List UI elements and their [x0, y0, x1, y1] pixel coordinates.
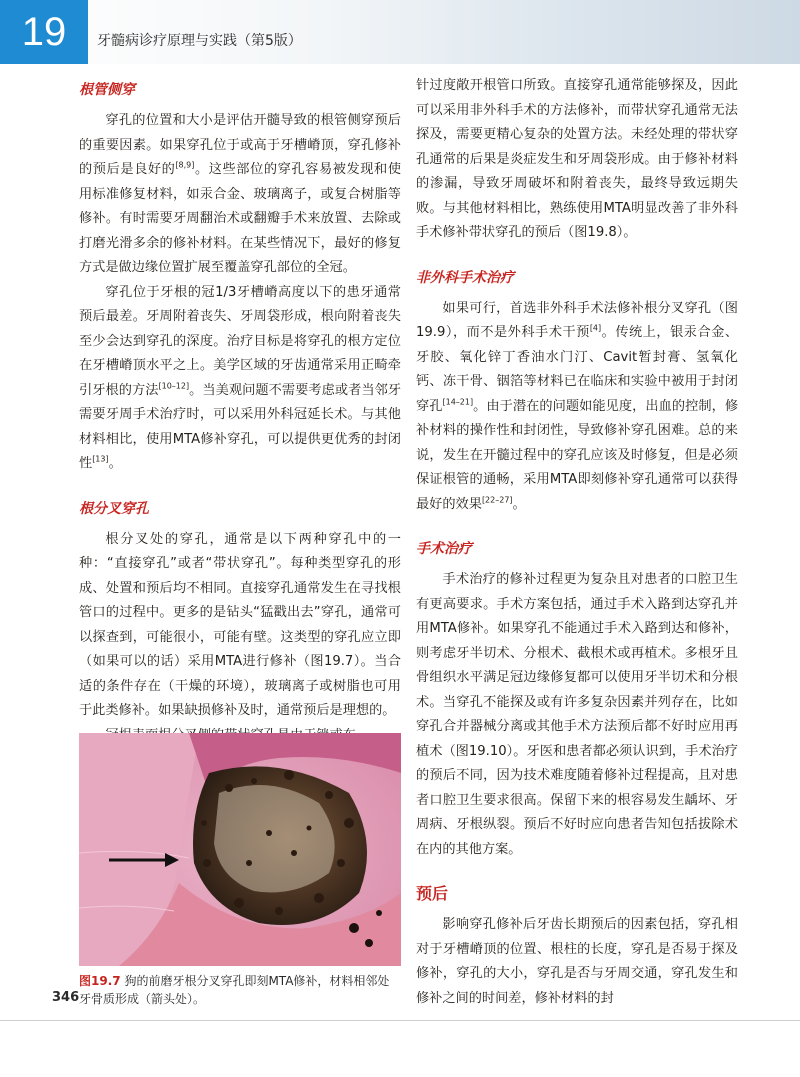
- section-title-surgical-treatment: 手术治疗: [416, 541, 472, 557]
- figure-histology-image: [79, 733, 401, 966]
- paragraph: 根分叉处的穿孔，通常是以下两种穿孔中的一种：“直接穿孔”或者“带状穿孔”。每种类型穿孔的形成、处置和预后均不相同。直接穿孔通常发生在寻找根管口的过程中。更多的是钻头“猛戳出去”穿孔，通常可以探查到，可能很小，可能有壁。这类型的穿孔应立即（如果可以的话）采用MTA进行修补（图19.7）。当合适的条件存在（干燥的环境），玻璃离子或树脂也可用于此类修补。如果缺损修补及时，通常预后是理想的。: [79, 531, 401, 718]
- right-column: [416, 74, 738, 1011]
- paragraph: 影响穿孔修补后牙齿长期预后的因素包括，穿孔相对于牙槽嵴顶的位置、根柱的长度，穿孔是否易于探及修补，穿孔的大小，穿孔是否与牙周交通，穿孔发生和修补之间的时间差，修补材料的封: [416, 917, 738, 1006]
- paragraph: [79, 109, 401, 281]
- figure-caption: [79, 972, 401, 1008]
- text: 。传统上，银汞合金、牙胶、氧化锌丁香油水门汀、Cavit暂封膏、氢氧化钙、冻干骨、铟箔等材料已在临床和实验中被用于封闭穿孔: [416, 325, 739, 414]
- paragraph: 手术治疗的修补过程更为复杂且对患者的口腔卫生有更高要求。手术方案包括，通过手术入路到达穿孔并用MTA修补。如果穿孔不能通过手术入路到达和修补，则考虑牙半切术、分根术、截根术或再植术。多根牙且骨组织水平满足冠边缘修复都可以使用牙半切术和分根术。当穿孔不能探及或有许多复杂因素并列存在，比如穿孔合并器械分离或其他手术方法预后都不好时应用再植术（图19.10）。牙医和患者都必须认识到，手术治疗的预后不同，因为技术难度随着修补过程提高，且对患者口腔卫生要求很高。保留下来的根容易发生龋坏、牙周病、牙根纵裂。预后不好时应向患者告知包括拔除术在内的其他方案。: [416, 572, 738, 857]
- citation: [8,9]: [175, 160, 195, 170]
- citation: [10–12]: [158, 381, 190, 391]
- running-title: 牙髓病诊疗原理与实践（第5版）: [97, 33, 302, 49]
- text: 。这些部位的穿孔容易被发现和使用标准修复材料，如汞合金、玻璃离子，或复合树脂等修补。有时需要牙周翻治术或翻瓣手术来放置、去除或打磨光滑多余的修补材料。在某些情况下，最好的修复方式是做边缘位置扩展至覆盖穿孔部位的全冠。: [79, 162, 402, 275]
- paragraph: [79, 281, 401, 477]
- section-title-nonsurgical-treatment: 非外科手术治疗: [416, 269, 514, 286]
- text: 。: [108, 456, 122, 471]
- figure-caption-text: 狗的前磨牙根分叉穿孔即刻MTA修补，材料相邻处牙骨质形成（箭头处）。: [79, 974, 390, 1006]
- page-header: [0, 0, 800, 64]
- section-title-lateral-perforation: 根管侧穿: [79, 82, 135, 98]
- footer-rule: [0, 1020, 800, 1021]
- citation: [22–27]: [481, 495, 513, 505]
- paragraph: [416, 297, 738, 518]
- left-column: [79, 74, 401, 748]
- text: 。当美观问题不需要考虑或者当邻牙需要牙周手术治疗时，可以采用外科冠延长术。与其他材料相比，使用MTA修补穿孔，可以提供更优秀的封闭性: [79, 382, 402, 471]
- figure-label: 图19.7: [79, 974, 121, 988]
- text: 穿孔位于牙根的冠1/3牙槽嵴高度以下的患牙通常预后最差。牙周附着丧失、牙周袋形成，根向附着丧失至少会达到穿孔的深度。治疗目标是将穿孔的根方定位在牙槽嵴顶水平之上。美学区域的牙齿通常采用正畸牵引牙根的方法: [79, 284, 401, 398]
- chapter-number: 19: [0, 0, 88, 64]
- page-number: 346: [52, 990, 80, 1005]
- citation: [14–21]: [442, 397, 474, 407]
- text: 。: [512, 496, 526, 512]
- citation: [4]: [589, 323, 602, 333]
- histology-micrograph: [79, 733, 401, 966]
- paragraph: 针过度敞开根管口所致。直接穿孔通常能够探及，因此可以采用非外科手术的方法修补，而带状穿孔通常无法探及，需要更精心复杂的处置方法。未经处理的带状穿孔通常的后果是炎症发生和牙周袋形成。由于修补材料的渗漏，导致牙周破坏和附着丧失，最终导致远期失败。与其他材料相比，熟练使用MTA明显改善了非外科手术修补带状穿孔的预后（图19.8）。: [416, 78, 738, 240]
- section-title-furcation-perforation: 根分叉穿孔: [79, 500, 149, 517]
- text: 穿孔的位置和大小是评估开髓导致的根管侧穿预后的重要因素。如果穿孔位于或高于牙槽嵴顶，穿孔修补的预后是良好的: [79, 113, 401, 177]
- citation: [13]: [92, 454, 109, 464]
- section-title-prognosis: 预后: [416, 884, 449, 903]
- text: 。由于潜在的问题如能见度，出血的控制，修补材料的操作性和封闭性，导致修补穿孔困难。总的来说，发生在开髓过程中的穿孔应该及时修复，但是必须保证根管的通畅，采用MTA即刻修补穿孔通常可以获得最好的效果: [416, 398, 739, 512]
- text: 如果可行，首选非外科手术法修补根分叉穿孔（图19.9），而不是外科手术干预: [416, 300, 738, 340]
